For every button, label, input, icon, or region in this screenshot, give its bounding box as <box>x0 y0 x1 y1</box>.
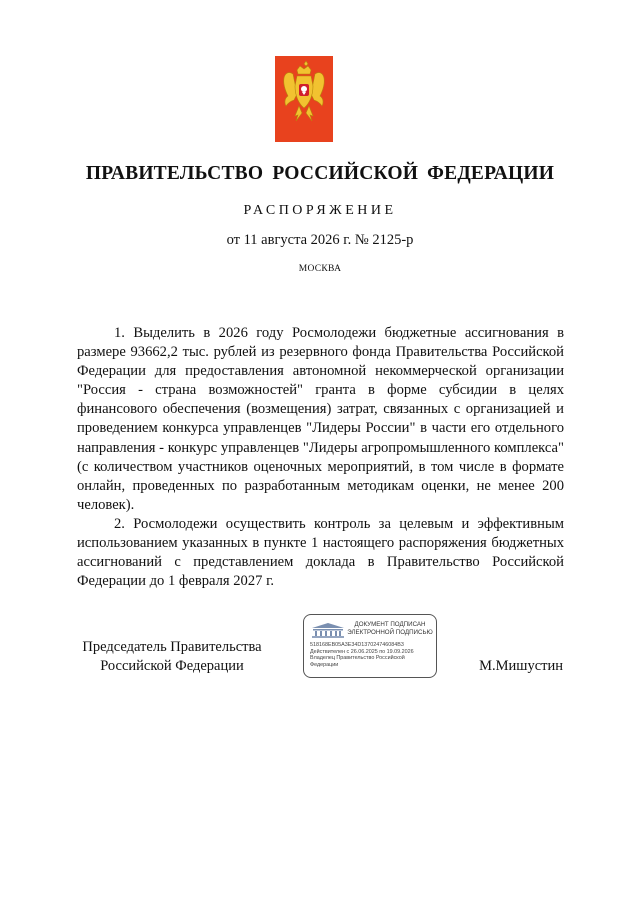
building-seal-icon <box>310 622 346 638</box>
esign-title-line2: ЭЛЕКТРОННОЙ ПОДПИСЬЮ <box>347 628 433 636</box>
coat-of-arms-icon <box>275 56 333 142</box>
esign-details <box>310 642 436 668</box>
paragraph-2: 2. Росмолодежи осуществить контроль за целевым и эффективным использованием указанных в пункте 1 настоящего распоряжения бюджетных ассигнований с представлением доклада в Правительство Российской Федерации до 1 февраля 2027 г. <box>77 515 564 590</box>
esign-owner-line1: Владелец Правительство Российской <box>310 655 405 662</box>
esign-serial: 518168EB05A3E34D137024746084B3 <box>310 642 404 648</box>
paragraph-1: 1. Выделить в 2026 году Росмолодежи бюджетные ассигнования в размере 93662,2 тыс. рублей из резервного фонда Правительства Российской Федерации для предоставления автономной некоммерческой организации "Россия - страна возможностей" гранта в форме субсидии в целях финансового обеспечения (возмещения) затрат, связанных с организацией и проведением конкурса управленцев "Лидеры России" в части его отдельного направления - конкурс управленцев "Лидеры агропромышленного комплекса" (с количеством участников оценочных мероприятий, в том числе в формате онлайн, проведенных по разработанным методикам оценки, не менее 200 человек). <box>77 325 564 513</box>
document-date-number: от 11 августа 2026 г. № 2125-р <box>226 232 414 248</box>
esign-validity: Действителен с 26.06.2025 по 19.09.2026 <box>310 648 414 655</box>
esign-title-line1: ДОКУМЕНТ ПОДПИСАН <box>354 621 426 628</box>
government-title: ПРАВИТЕЛЬСТВО РОССИЙСКОЙ ФЕДЕРАЦИИ <box>85 163 555 184</box>
esign-owner-line2: Федерации <box>310 661 339 668</box>
signer-position-line2: Российской Федерации <box>100 658 244 674</box>
order-body <box>77 324 564 591</box>
electronic-signature-stamp <box>303 614 437 678</box>
document-city: МОСКВА <box>298 264 342 274</box>
signer-position <box>77 638 267 676</box>
signer-position-line1: Председатель Правительства <box>82 639 262 655</box>
signer-name: М.Мишустин <box>479 658 563 674</box>
esign-title <box>346 621 434 636</box>
document-type: РАСПОРЯЖЕНИЕ <box>243 203 397 218</box>
